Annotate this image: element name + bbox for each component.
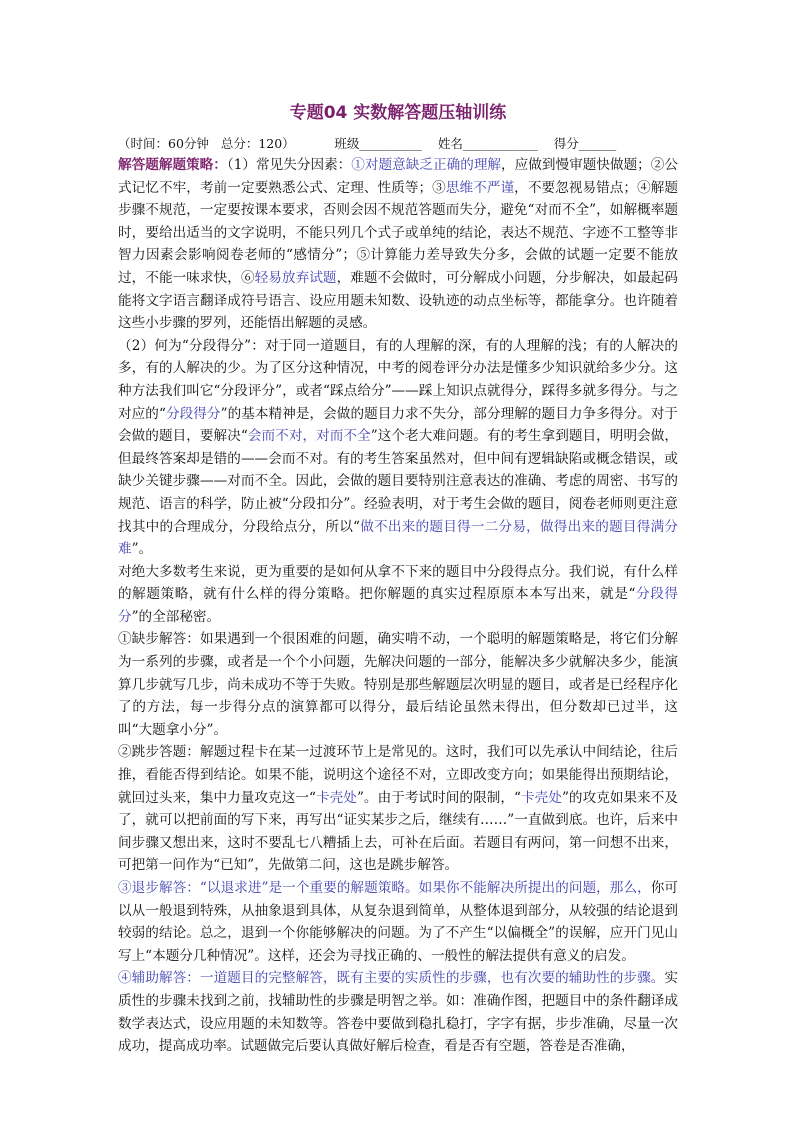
- strategy-paragraph-1: 解答题解题策略：（1）常见失分因素：①对题意缺乏正确的理解，应做到慢审题快做题；②公式记忆不牢，考前一定要熟悉公式、定理、性质等；③思维不严谨，不要忽视易错点；④解题步骤不规范，一定要按课本要求，否则会因不规范答题而失分，避免“对而不全”，如解概率题时，要给出适当的文字说明，不能只列几个式子或单纯的结论，表达不规范、字迹不工整等非智力因素会影响阅卷老师的“感情分”；⑤计算能力差导致失分多，会做的试题一定要不能放过，不能一味求快，⑥轻易放弃试题，难题不会做时，可分解成小问题，分步解决，如最起码能将文字语言翻译成符号语言、设应用题未知数、设轨迹的动点坐标等，都能拿分。也许随着这些小步骤的罗列，还能悟出解题的灵感。: [118, 157, 679, 332]
- strategy-paragraph-3: 对绝大多数考生来说，更为重要的是如何从拿不下来的题目中分段得点分。我们说，有什么样的解题策略，就有什么样的得分策略。把你解题的真实过程原原本本写出来，就是“分段得分”的全部秘密。: [118, 563, 678, 625]
- strategy-paragraph-7: ④辅助解答：一道题目的完整解答，既有主要的实质性的步骤，也有次要的辅助性的步骤。实质性的步骤未找到之前，找辅助性的步骤是明智之举。如：准确作图，把题目中的条件翻译成数学表达式，设应用题的未知数等。答卷中要做到稳扎稳打，字字有据，步步准确，尽量一次成功，提高成功率。试题做完后要认真做好解后检查，看是否有空题，答卷是否准确，: [118, 970, 678, 1055]
- strategy-paragraph-4: ①缺步解答：如果遇到一个很困难的问题，确实啃不动，一个聪明的解题策略是，将它们分解为一系列的步骤，或者是一个个小问题，先解决问题的一部分，能解决多少就解决多少，能演算几步就写几步，尚未成功不等于失败。特别是那些解题层次明显的题目，或者是已经程序化了的方法，每一步得分点的演算都可以得分，最后结论虽然未得出，但分数却已过半，这叫“大题拿小分”。: [118, 631, 678, 738]
- strategy-paragraph-6: ③退步解答：“以退求进”是一个重要的解题策略。如果你不能解决所提出的问题，那么，你可以从一般退到特殊，从抽象退到具体，从复杂退到简单，从整体退到部分，从较强的结论退到较弱的结论。总之，退到一个你能够解决的问题。为了不产生“以偏概全”的误解，应开门见山写上“本题分几种情况”。这样，还会为寻找正确的、一般性的解法提供有意义的启发。: [118, 880, 678, 964]
- strategy-paragraph-2: （2）何为“分段得分”：对于同一道题目，有的人理解的深，有的人理解的浅；有的人解决的多，有的人解决的少。为了区分这种情况，中考的阅卷评分办法是懂多少知识就给多少分。这种方法我们叫它“分段评分”，或者“踩点给分”——踩上知识点就得分，踩得多就多得分。与之对应的“分段得分”的基本精神是，会做的题目力求不失分，部分理解的题目力争多得分。对于会做的题目，要解决“会而不对，对而不全”这个老大难问题。有的考生拿到题目，明明会做，但最终答案却是错的——会而不对。有的考生答案虽然对，但中间有逻辑缺陷或概念错误，或缺少关键步骤——对而不全。因此，会做的题目要特别注意表达的准确、考虑的周密、书写的规范、语言的科学，防止被“分段扣分”。经验表明，对于考生会做的题目，阅卷老师则更注意找其中的合理成分，分段给点分，所以“做不出来的题目得一二分易，做得出来的题目得满分难”。: [118, 337, 679, 558]
- exam-meta-line: （时间：60分钟 总分：120） 班级__________ 姓名____________ 得分______: [118, 136, 617, 151]
- document-content: [118, 100, 678, 1058]
- strategy-label: 解答题解题策略：: [118, 157, 227, 173]
- strategy-paragraph-5: ②跳步答题：解题过程卡在某一过渡环节上是常见的。这时，我们可以先承认中间结论，往后推，看能否得到结论。如果不能，说明这个途径不对，立即改变方向；如果能得出预期结论，就回过头来，集中力量攻克这一“卡壳处”。由于考试时间的限制，“卡壳处”的攻克如果来不及了，就可以把前面的写下来，再写出“证实某步之后，继续有……”一直做到底。也许，后来中间步骤又想出来，这时不要乱七八糟插上去，可补在后面。若题目有两问，第一问想不出来，可把第一问作为“已知”，先做第二问，这也是跳步解答。: [118, 744, 679, 874]
- page-title: 专题04 实数解答题压轴训练: [289, 103, 507, 123]
